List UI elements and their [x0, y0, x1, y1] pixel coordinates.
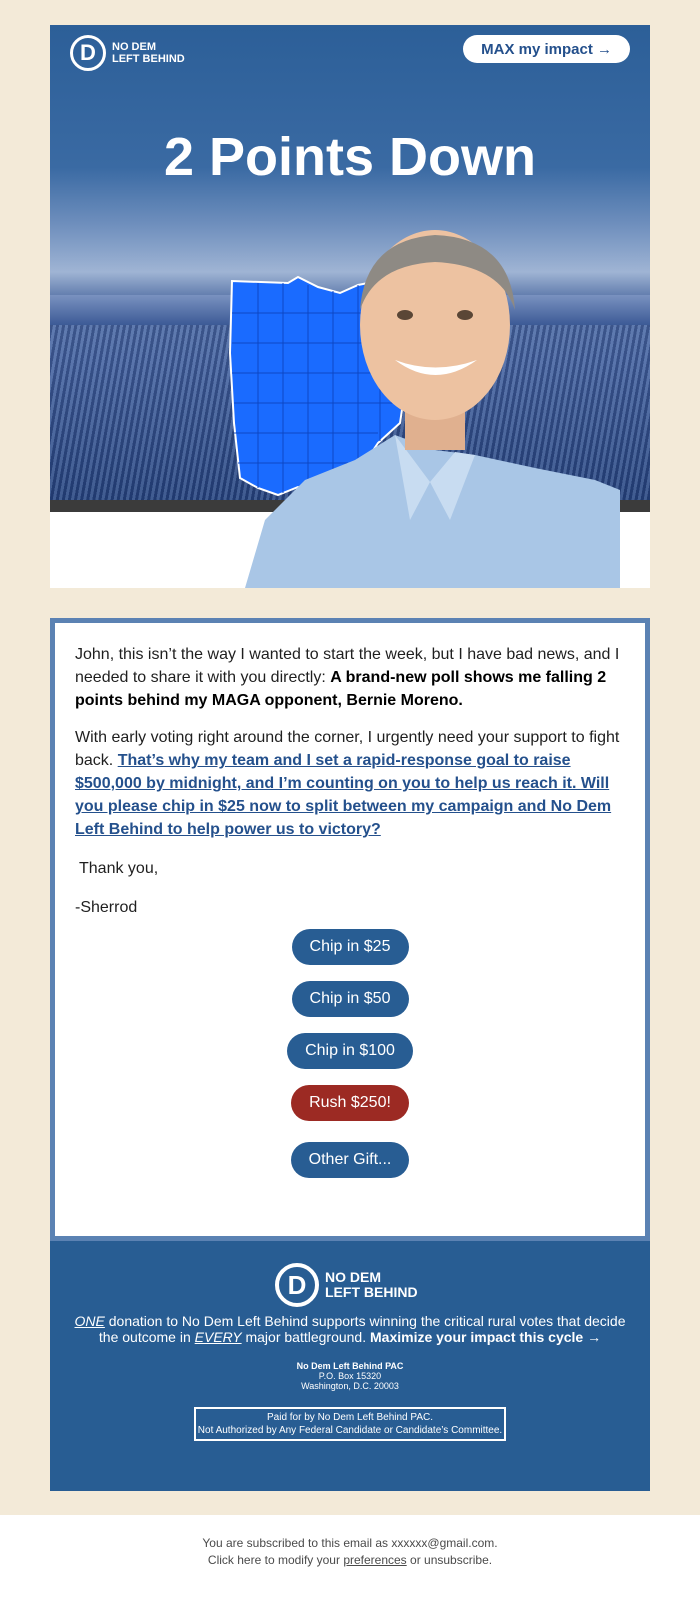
- every-emphasis: EVERY: [194, 1329, 242, 1345]
- po-box: P.O. Box 15320: [318, 1371, 382, 1381]
- footer-message: [50, 1313, 650, 1345]
- footer-brand-line-1: NO DEM: [325, 1269, 381, 1285]
- manage-subscription-line: [0, 1552, 700, 1569]
- donate-text-link[interactable]: That’s why my team and I set a rapid-response goal to raise $500,000 by midnight, and I’m counting on you to help us reach it. Will you please chip in $25 now to split between my campaign and No Dem Left Behind to help power us to victory?: [75, 752, 612, 838]
- paragraph-appeal: [75, 726, 625, 841]
- max-impact-button[interactable]: MAX my impact →: [463, 35, 630, 63]
- intro-text: John, this isn’t the way I wanted to start the week, but I have bad news, and I needed to share it with you directly:: [75, 646, 620, 686]
- poll-headline: A brand-new poll shows me falling 2 points behind my MAGA opponent, Bernie Moreno.: [75, 669, 607, 709]
- logo-mark-icon: D: [70, 35, 106, 71]
- candidate-portrait: [245, 220, 620, 588]
- paid-for-disclaimer: [194, 1407, 506, 1441]
- preferences-link[interactable]: preferences: [343, 1553, 407, 1567]
- footer-logo[interactable]: [275, 1263, 425, 1307]
- brand-line-2: LEFT BEHIND: [112, 53, 185, 65]
- chip-in-25-button[interactable]: Chip in $25: [292, 929, 409, 965]
- hero-title: 2 Points Down: [163, 127, 536, 187]
- footer-logo-mark-icon: D: [275, 1263, 319, 1307]
- maximize-impact-link[interactable]: Maximize your impact this cycle →: [370, 1329, 602, 1345]
- chip-in-50-button[interactable]: Chip in $50: [292, 981, 409, 1017]
- modify-text: Click here to modify your: [207, 1553, 344, 1567]
- or-text: or: [406, 1553, 425, 1567]
- other-gift-button[interactable]: Other Gift...: [291, 1142, 410, 1178]
- message-card: [50, 618, 650, 1241]
- footer-brand-line-2: LEFT BEHIND: [325, 1284, 418, 1300]
- hero-banner: [50, 25, 650, 588]
- email-container: [50, 25, 650, 1491]
- pac-address: [50, 1361, 650, 1391]
- brand-logo[interactable]: [70, 35, 202, 71]
- paid-for-line: Paid for by No Dem Left Behind PAC.: [266, 1412, 433, 1423]
- footer-brand-name: [325, 1270, 425, 1300]
- paragraph-intro: [75, 643, 625, 712]
- footer-msg-part-2: major battleground.: [241, 1329, 370, 1345]
- one-emphasis: ONE: [74, 1313, 105, 1329]
- not-authorized-line: Not Authorized by Any Federal Candidate or Candidate’s Committee.: [197, 1425, 503, 1436]
- appeal-text: With early voting right around the corner, I urgently need your support to fight back.: [75, 729, 620, 769]
- thanks-line: Thank you,: [79, 860, 159, 877]
- unsubscribe-link[interactable]: unsubscribe.: [424, 1553, 493, 1567]
- footer: [50, 1241, 650, 1491]
- subscription-notice: [0, 1515, 700, 1609]
- donation-buttons: [75, 929, 625, 1194]
- signature: -Sherrod: [75, 899, 138, 916]
- pac-name: No Dem Left Behind PAC: [296, 1361, 404, 1371]
- brand-name: [112, 41, 202, 65]
- subscribed-email-line: You are subscribed to this email as xxxxxx@gmail.com.: [202, 1536, 498, 1550]
- footer-msg-part-1: donation to No Dem Left Behind supports winning the critical rural votes that decide the outcome in: [98, 1313, 626, 1345]
- brand-line-1: NO DEM: [112, 41, 156, 53]
- city-line: Washington, D.C. 20003: [301, 1381, 399, 1391]
- rush-250-button[interactable]: Rush $250!: [291, 1085, 409, 1121]
- chip-in-100-button[interactable]: Chip in $100: [287, 1033, 413, 1069]
